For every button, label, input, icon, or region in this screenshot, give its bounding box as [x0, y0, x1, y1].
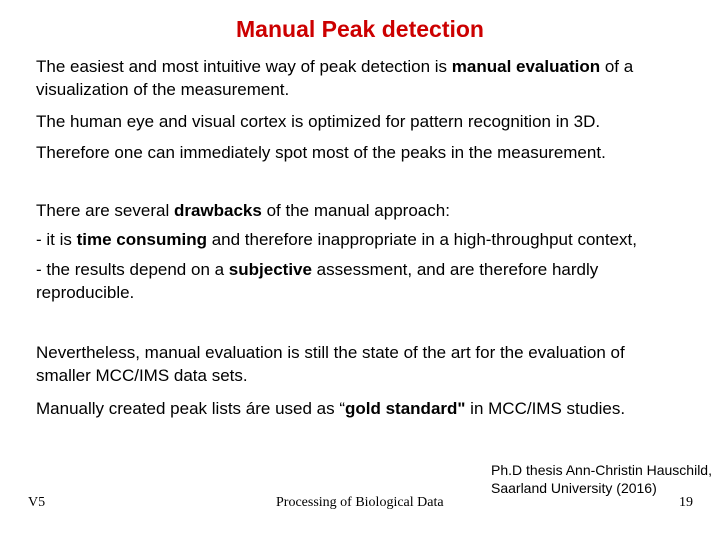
nevertheless-line2: smaller MCC/IMS data sets. [36, 366, 248, 385]
gold-text-2: in MCC/IMS studies. [465, 399, 626, 418]
gold-bold: gold standard" [345, 399, 466, 418]
nevertheless-line1: Nevertheless, manual evaluation is still the state of the art for the evaluation of [36, 343, 625, 362]
subjective-bold: subjective [228, 260, 312, 279]
paragraph-time-consuming [36, 228, 696, 251]
gold-text-1: Manually created peak lists áre used as “ [36, 399, 345, 418]
paragraph-nevertheless [36, 341, 696, 387]
page-number: 19 [679, 495, 693, 510]
intro-text-line2: visualization of the measurement. [36, 80, 290, 99]
time-text-1: - it is [36, 230, 77, 249]
citation-line2: Saarland University (2016) [491, 480, 657, 496]
time-text-2: and therefore inappropriate in a high-throughput context, [206, 230, 637, 249]
drawbacks-bold: drawbacks [173, 201, 262, 220]
intro-bold-manual-evaluation: manual evaluation [451, 57, 601, 76]
footer-citation [491, 461, 712, 497]
paragraph-gold-standard [36, 397, 696, 420]
paragraph-spot-peaks: Therefore one can immediately spot most of the peaks in the measurement. [36, 143, 606, 162]
paragraph-subjective [36, 258, 696, 304]
time-bold: time consuming [76, 230, 207, 249]
intro-text-2: of a [600, 57, 634, 76]
paragraph-eye: The human eye and visual cortex is optimized for pattern recognition in 3D. [36, 112, 601, 131]
citation-line1: Ph.D thesis Ann-Christin Hauschild, [491, 462, 712, 478]
paragraph-drawbacks [36, 199, 696, 222]
footer-course-title: Processing of Biological Data [276, 495, 444, 510]
slide-title: Manual Peak detection [236, 16, 484, 42]
footer-version: V5 [28, 495, 46, 510]
subjective-text-line2: reproducible. [36, 283, 135, 302]
subjective-text-1: - the results depend on a [36, 260, 229, 279]
intro-text-1: The easiest and most intuitive way of peak detection is [36, 57, 452, 76]
paragraph-intro [36, 55, 696, 101]
drawbacks-text-2: of the manual approach: [261, 201, 450, 220]
subjective-text-2: assessment, and are therefore hardly [311, 260, 599, 279]
drawbacks-text-1: There are several [36, 201, 174, 220]
